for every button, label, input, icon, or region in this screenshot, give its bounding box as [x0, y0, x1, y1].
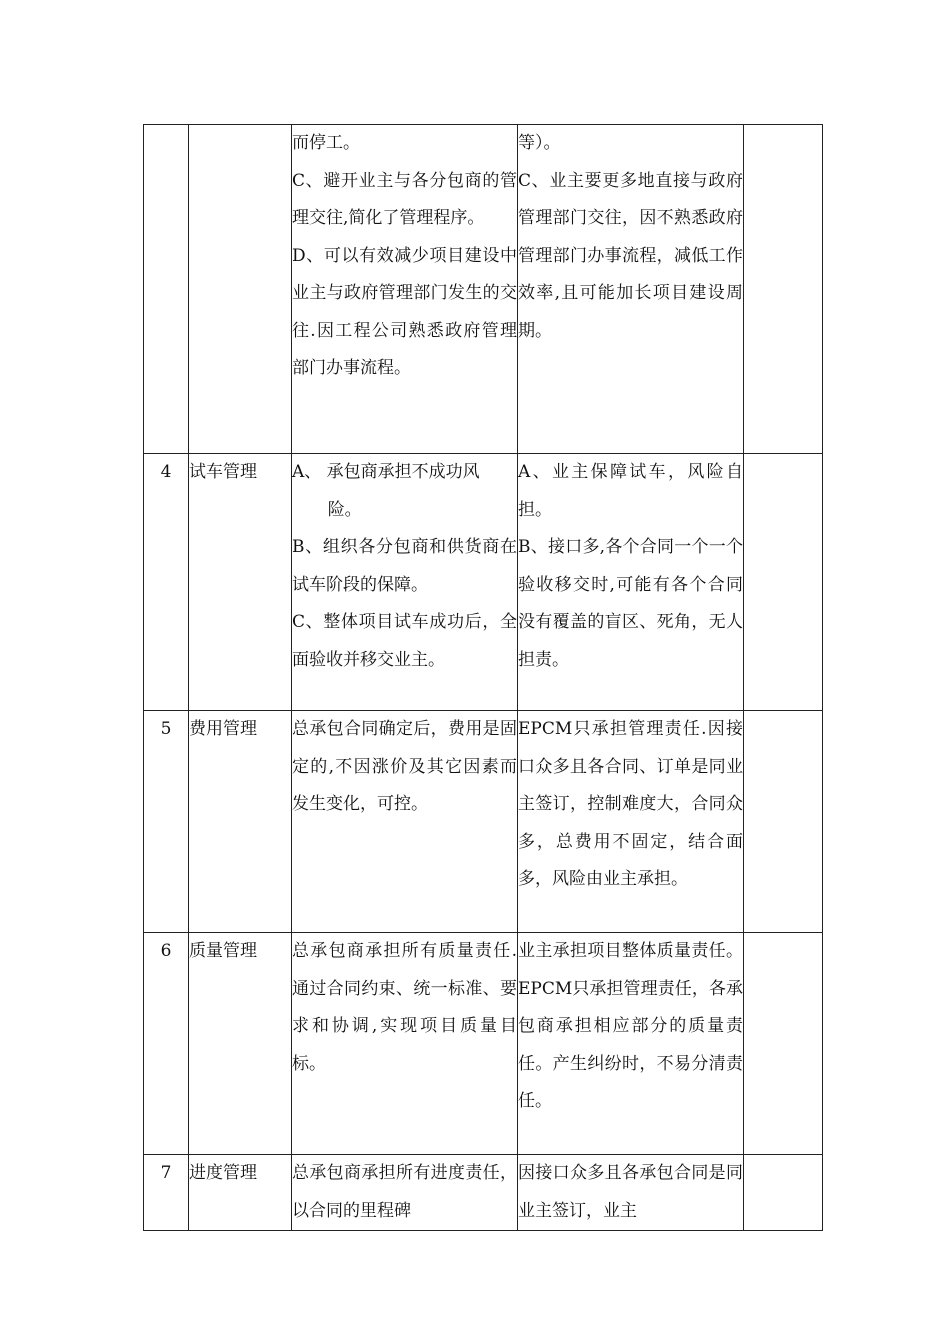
table-row: [144, 933, 823, 1155]
cell-paragraph: 因接口众多且各承包合同是同业主签订，业主: [518, 1163, 743, 1221]
remark-cell: [744, 1155, 823, 1231]
epcm-cell: [518, 933, 744, 1155]
row-category: 质量管理: [189, 933, 292, 1155]
remark-cell: [744, 454, 823, 711]
cell-paragraph: 业主承担项目整体质量责任。EPCM只承担管理责任，各承包商承担相应部分的质量责任。产生纠纷时，不易分清责任。: [518, 941, 743, 1111]
cell-paragraph: 等）。: [518, 133, 561, 153]
row-number: 7: [144, 1155, 189, 1231]
cell-paragraph: EPCM只承担管理责任.因接口众多且各合同、订单是同业主签订，控制难度大，合同众多，总费用不固定，结合面多，风险由业主承担。: [518, 719, 743, 889]
table-row: [144, 711, 823, 933]
remark-cell: [744, 711, 823, 933]
cell-paragraph: C、业主要更多地直接与政府管理部门交往，因不熟悉政府管理部门办事流程，减低工作效率,且可能加长项目建设周期。: [518, 170, 743, 341]
cell-paragraph: A、 承包商承担不成功风: [292, 462, 480, 482]
epc-cell: [292, 711, 518, 933]
cell-paragraph: 总承包合同确定后，费用是固定的,不因涨价及其它因素而发生变化，可控。: [292, 719, 517, 814]
comparison-table: [143, 124, 823, 1231]
remark-cell: [744, 125, 823, 454]
epcm-cell: [518, 711, 744, 933]
cell-paragraph: B、组织各分包商和供货商在试车阶段的保障。: [292, 537, 517, 595]
epc-cell: [292, 1155, 518, 1231]
cell-paragraph: 险。: [327, 499, 362, 520]
cell-paragraph: D、可以有效减少项目建设中业主与政府管理部门发生的交往.因工程公司熟悉政府管理部门办事流程。: [292, 245, 517, 378]
epc-cell: [292, 125, 518, 454]
cell-paragraph: C、避开业主与各分包商的管理交往,简化了管理程序。: [292, 170, 517, 228]
row-category: 试车管理: [189, 454, 292, 711]
row-number: 4: [144, 454, 189, 711]
cell-paragraph: 而停工。: [292, 133, 360, 153]
table-row: [144, 125, 823, 454]
row-number: [144, 125, 189, 454]
cell-paragraph: B、接口多,各个合同一个一个验收移交时,可能有各个合同没有覆盖的盲区、死角，无人担责。: [518, 537, 743, 670]
cell-paragraph: 总承包商承担所有进度责任，以合同的里程碑: [292, 1163, 517, 1221]
cell-paragraph: A、业主保障试车，风险自担。: [518, 462, 743, 520]
table-row: [144, 1155, 823, 1231]
epc-cell: [292, 933, 518, 1155]
epc-cell: [292, 454, 518, 711]
epcm-cell: [518, 125, 744, 454]
remark-cell: [744, 933, 823, 1155]
epcm-cell: [518, 454, 744, 711]
row-category: [189, 125, 292, 454]
row-category: 进度管理: [189, 1155, 292, 1231]
cell-paragraph: 总承包商承担所有质量责任.通过合同约束、统一标准、要求和协调,实现项目质量目标。: [292, 941, 517, 1074]
cell-paragraph: C、整体项目试车成功后，全面验收并移交业主。: [292, 612, 517, 670]
row-category: 费用管理: [189, 711, 292, 933]
row-number: 6: [144, 933, 189, 1155]
row-number: 5: [144, 711, 189, 933]
table-row: [144, 454, 823, 711]
epcm-cell: [518, 1155, 744, 1231]
